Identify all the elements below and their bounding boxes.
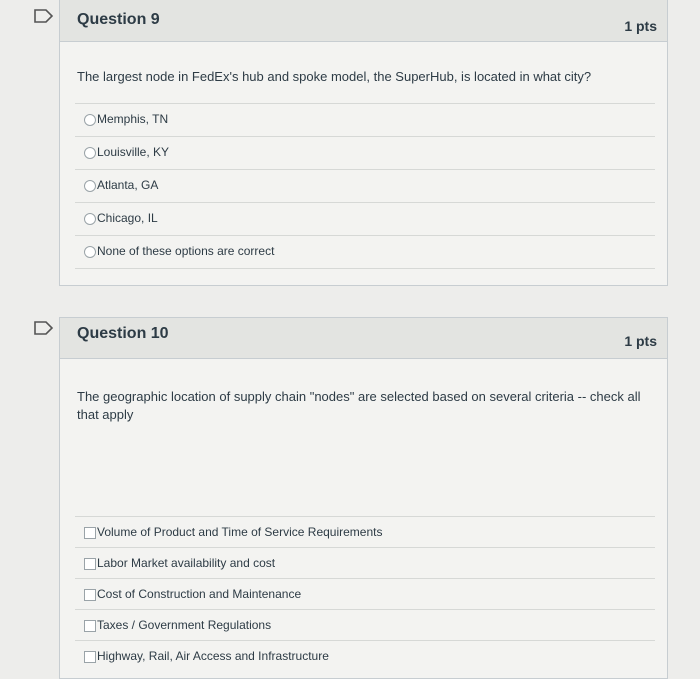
checkbox[interactable] [84, 527, 96, 539]
answer-label: Labor Market availability and cost [97, 556, 276, 570]
answer-option[interactable] [75, 547, 655, 578]
answer-label: Atlanta, GA [97, 178, 159, 192]
checkbox[interactable] [84, 651, 96, 663]
answer-label: Taxes / Government Regulations [97, 618, 272, 632]
answer-label: None of these options are correct [97, 244, 275, 258]
answer-label: Highway, Rail, Air Access and Infrastructure [97, 649, 329, 663]
answer-list [75, 516, 655, 671]
flag-question-icon[interactable] [34, 321, 54, 335]
answer-label: Cost of Construction and Maintenance [97, 587, 302, 601]
answer-option[interactable] [75, 235, 655, 269]
answer-label: Volume of Product and Time of Service Requirements [97, 525, 383, 539]
answer-option[interactable] [75, 169, 655, 202]
checkbox[interactable] [84, 589, 96, 601]
answer-option[interactable] [75, 516, 655, 547]
question-points: 1 pts [624, 333, 657, 349]
question-9-card [59, 0, 668, 286]
answer-list [75, 103, 655, 269]
question-10-header [60, 318, 667, 359]
checkbox[interactable] [84, 620, 96, 632]
question-text: The geographic location of supply chain "nodes" are selected based on several criteria -- check all that apply [77, 389, 641, 422]
flag-question-icon[interactable] [34, 9, 54, 23]
radio-button[interactable] [84, 180, 96, 192]
question-points: 1 pts [624, 18, 657, 34]
radio-button[interactable] [84, 213, 96, 225]
answer-option[interactable] [75, 103, 655, 136]
question-10-card [59, 317, 668, 679]
answer-label: Louisville, KY [97, 145, 170, 159]
answer-label: Memphis, TN [97, 112, 169, 126]
answer-option[interactable] [75, 609, 655, 640]
answer-label: Chicago, IL [97, 211, 158, 225]
question-9-header [60, 0, 667, 42]
radio-button[interactable] [84, 114, 96, 126]
answer-option[interactable] [75, 136, 655, 169]
radio-button[interactable] [84, 147, 96, 159]
answer-option[interactable] [75, 202, 655, 235]
question-title: Question 9 [77, 11, 160, 28]
checkbox[interactable] [84, 558, 96, 570]
answer-option[interactable] [75, 640, 655, 671]
question-text: The largest node in FedEx's hub and spoke model, the SuperHub, is located in what city? [77, 69, 592, 84]
radio-button[interactable] [84, 246, 96, 258]
answer-option[interactable] [75, 578, 655, 609]
question-title: Question 10 [77, 325, 169, 342]
